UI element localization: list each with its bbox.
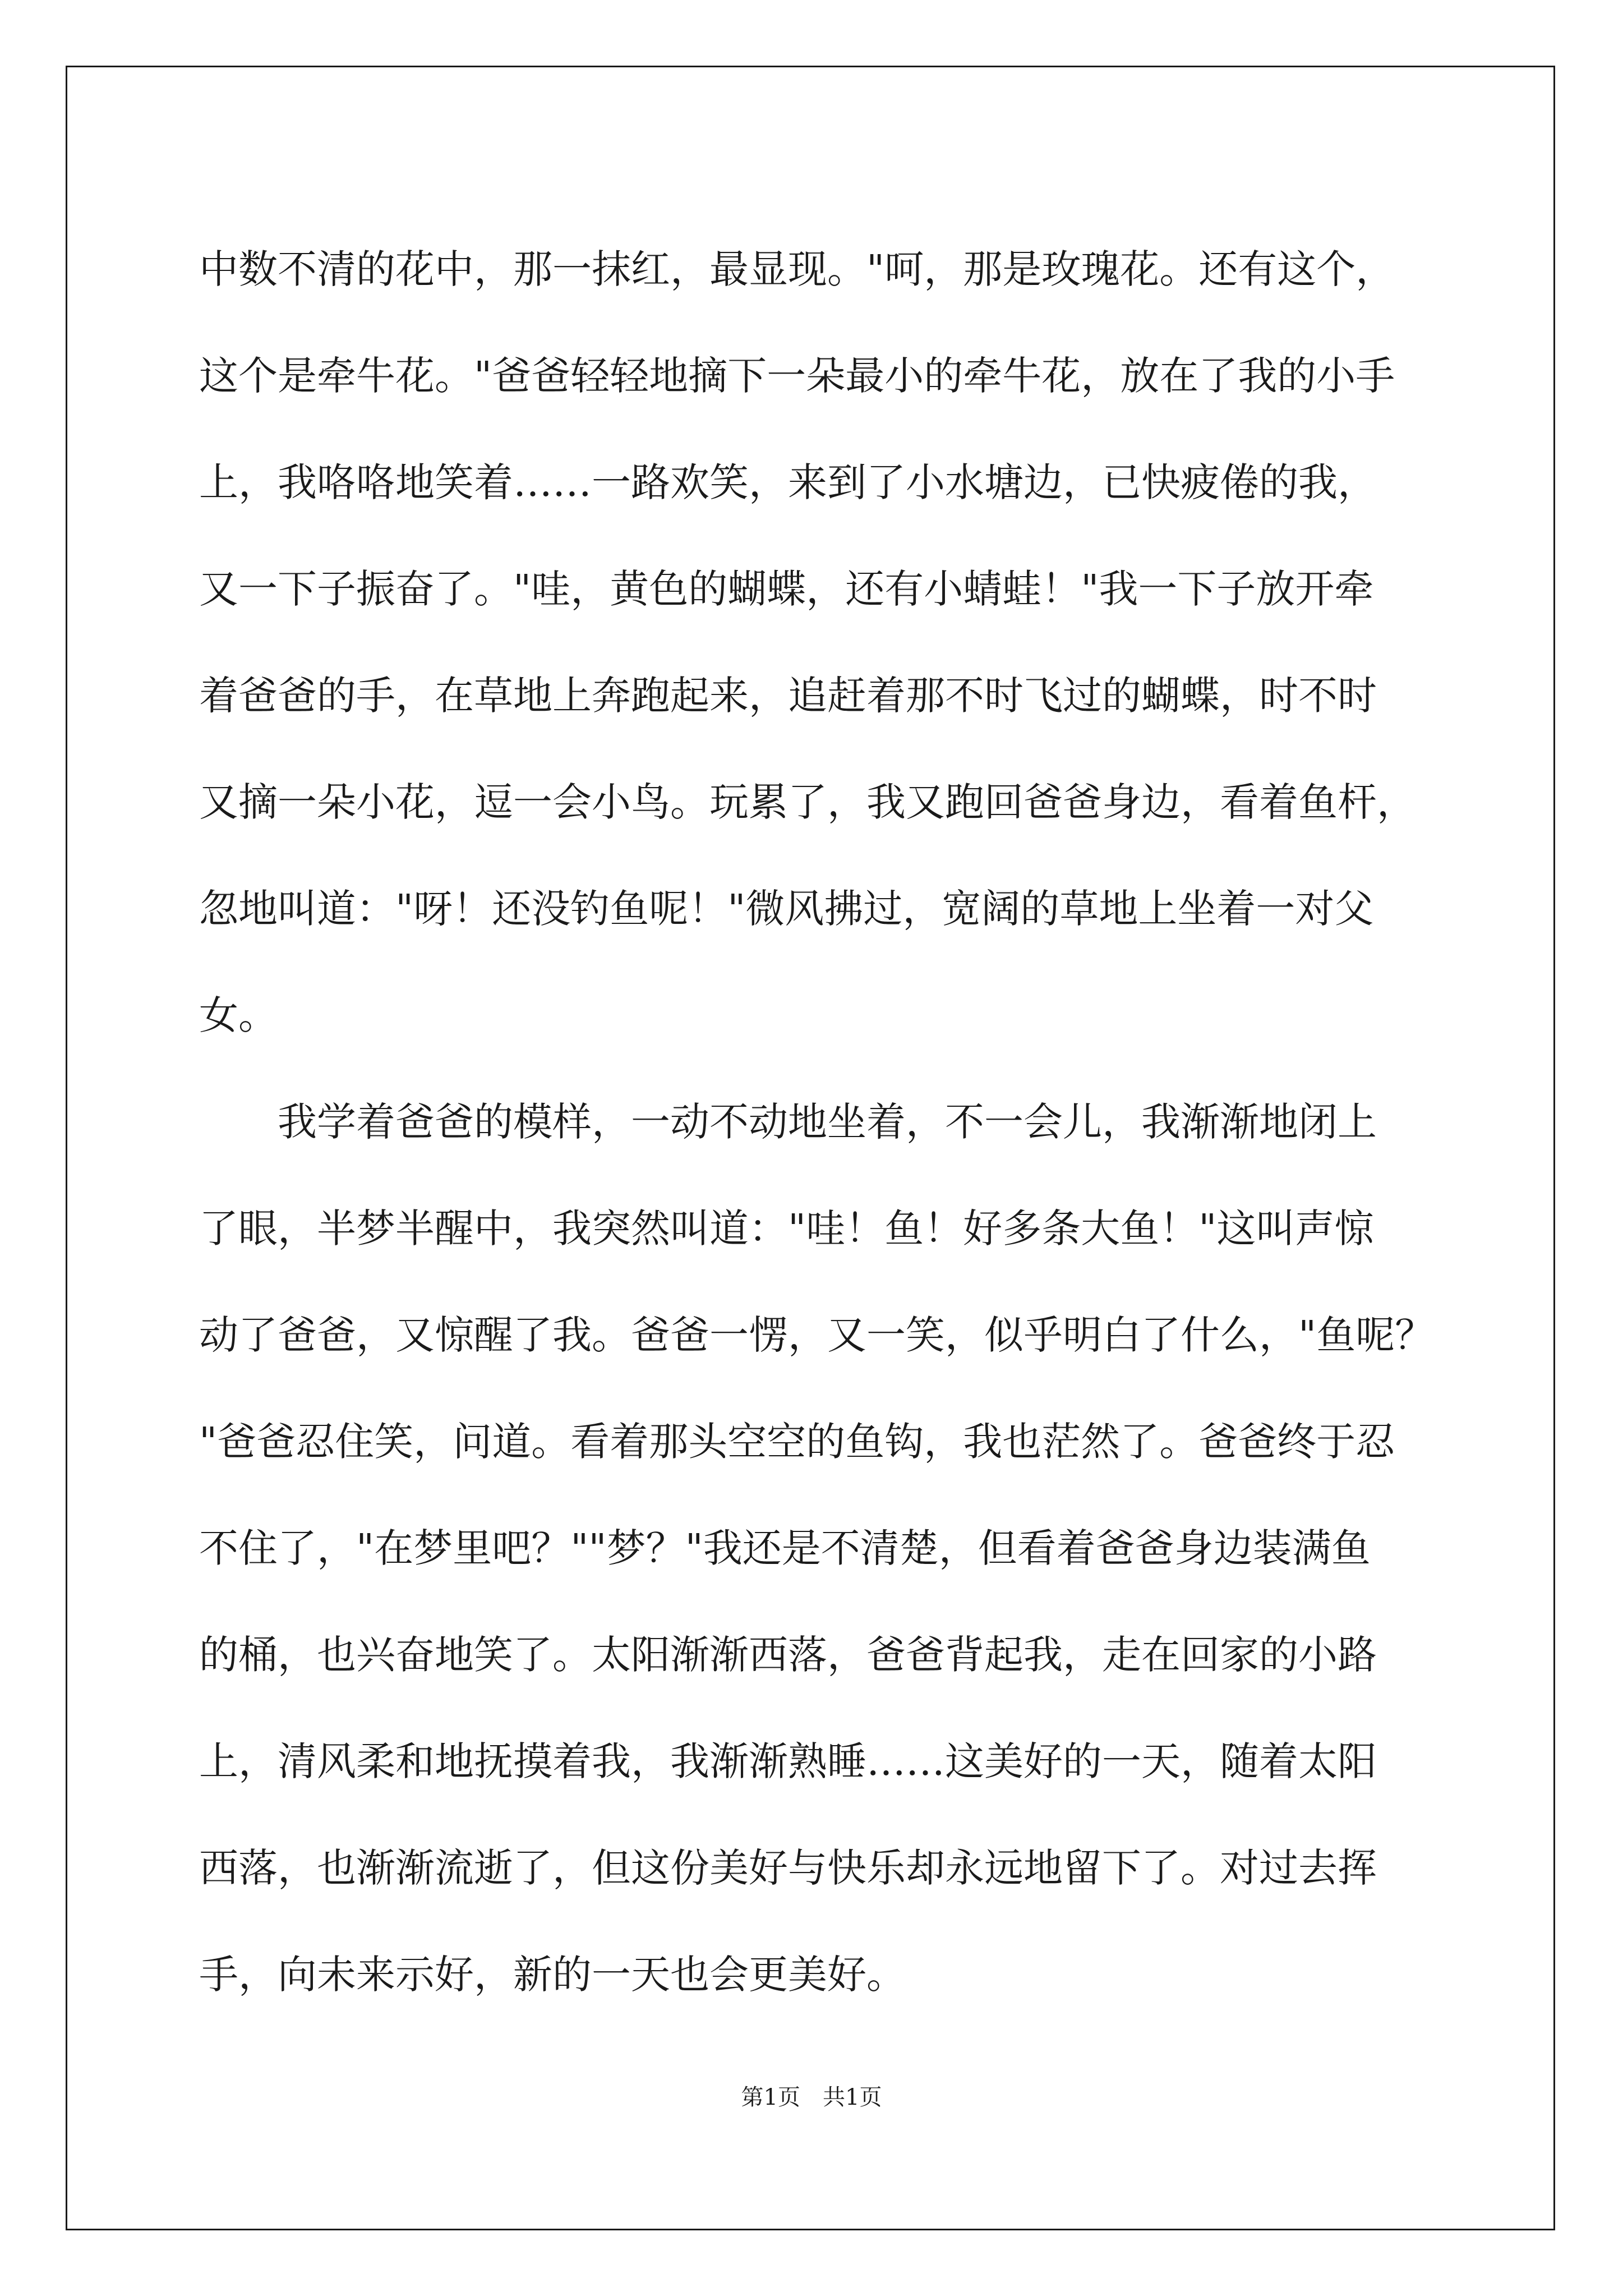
page-footer: 第1页 共1页 [741, 2085, 882, 2110]
text-line: 又摘一朵小花，逗一会小鸟。玩累了，我又跑回爸爸身边，看着鱼杆， [199, 779, 1416, 825]
text-line: 西落，也渐渐流逝了，但这份美好与快乐却永远地留下了。对过去挥 [199, 1845, 1377, 1891]
text-line: 不住了，"在梦里吧？""梦？"我还是不清楚，但看着爸爸身边装满鱼 [199, 1525, 1371, 1571]
text-line: 又一下子振奋了。"哇，黄色的蝴蝶，还有小蜻蛙！"我一下子放开牵 [199, 566, 1374, 612]
text-line: 着爸爸的手，在草地上奔跑起来，追赶着那不时飞过的蝴蝶，时不时 [199, 673, 1377, 719]
text-line: 中数不清的花中，那一抹红，最显现。"呵，那是玫瑰花。还有这个， [199, 246, 1395, 292]
text-line: 上，我咯咯地笑着……一路欢笑，来到了小水塘边，已快疲倦的我， [199, 459, 1377, 505]
text-line: 了眼，半梦半醒中，我突然叫道："哇！鱼！好多条大鱼！"这叫声惊 [199, 1205, 1374, 1251]
text-line: 这个是牵牛花。"爸爸轻轻地摘下一朵最小的牵牛花，放在了我的小手 [199, 353, 1395, 399]
text-line: 女。 [199, 992, 278, 1038]
document-body [199, 216, 1433, 2028]
text-line: "爸爸忍住笑，问道。看着那头空空的鱼钩，我也茫然了。爸爸终于忍 [199, 1419, 1395, 1465]
text-line: 忽地叫道："呀！还没钓鱼呢！"微风拂过，宽阔的草地上坐着一对父 [199, 886, 1374, 932]
text-line: 动了爸爸，又惊醒了我。爸爸一愣，又一笑，似乎明白了什么，"鱼呢？ [199, 1312, 1435, 1358]
text-line: 上，清风柔和地抚摸着我，我渐渐熟睡……这美好的一天，随着太阳 [199, 1738, 1377, 1784]
paragraph-start-line: 我学着爸爸的模样，一动不动地坐着，不一会儿，我渐渐地闭上 [278, 1099, 1377, 1145]
text-line: 的桶，也兴奋地笑了。太阳渐渐西落，爸爸背起我，走在回家的小路 [199, 1632, 1377, 1678]
text-line: 手，向未来示好，新的一天也会更美好。 [199, 1952, 906, 1998]
